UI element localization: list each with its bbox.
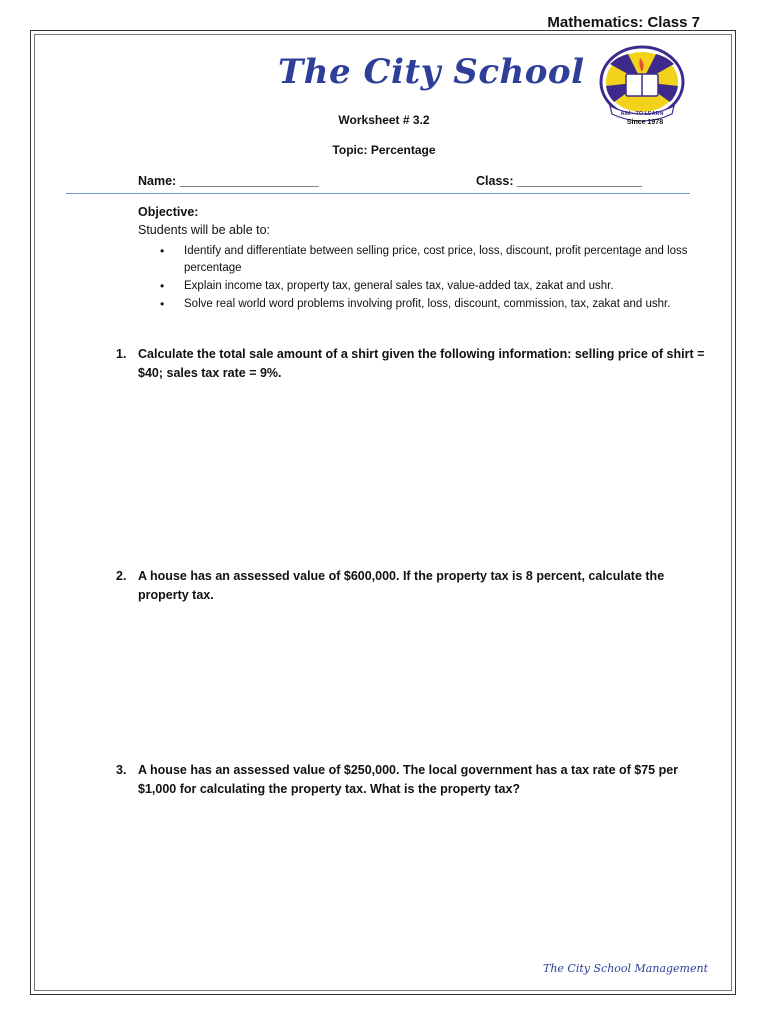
worksheet-title: Worksheet # 3.2 xyxy=(338,113,430,127)
footer-signature: The City School Management xyxy=(543,962,708,975)
question-number: 1. xyxy=(116,347,127,361)
objective-intro: Students will be able to: xyxy=(138,223,271,237)
question-text: A house has an assessed value of $600,000. If the property tax is 8 percent, calculate the property tax. xyxy=(138,569,665,602)
objective-heading: Objective: xyxy=(138,205,199,219)
section-divider xyxy=(66,193,690,194)
topic-title: Topic: Percentage xyxy=(332,143,436,157)
question-number: 3. xyxy=(116,763,127,777)
objective-item: • Solve real world word problems involving profit, loss, discount, commission, tax, zakat and ushr. xyxy=(160,296,700,313)
question-1 xyxy=(116,345,706,383)
name-field: Name: ____________________ xyxy=(138,174,319,188)
header-subject: Mathematics: Class 7 xyxy=(547,14,700,31)
objective-list xyxy=(160,243,700,314)
question-3 xyxy=(116,761,706,799)
class-field: Class: __________________ xyxy=(476,174,643,188)
school-name: The City School xyxy=(278,52,585,92)
objective-item: • Identify and differentiate between selling price, cost price, loss, discount, profit percentage and loss percentage xyxy=(160,243,700,277)
question-text: Calculate the total sale amount of a shirt given the following information: selling price of shirt = $40; sales tax rate = 9%. xyxy=(138,347,705,380)
logo-motto: AIM - TO LEARN xyxy=(620,111,664,117)
question-2 xyxy=(116,567,706,605)
question-text: A house has an assessed value of $250,000. The local government has a tax rate of $75 per $1,000 for calculating the property tax. What is the property tax? xyxy=(138,763,679,796)
objective-item: • Explain income tax, property tax, general sales tax, value-added tax, zakat and ushr. xyxy=(160,278,700,295)
logo-since-text: Since 1978 xyxy=(626,119,664,126)
question-number: 2. xyxy=(116,569,127,583)
